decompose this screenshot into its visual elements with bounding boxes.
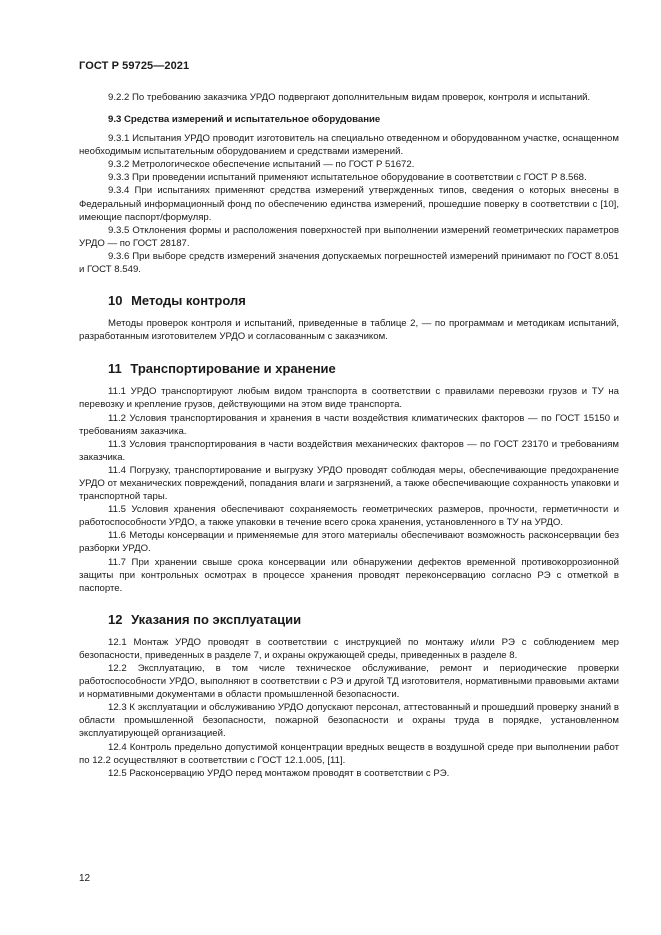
paragraph-9-3-2: 9.3.2 Метрологическое обеспечение испытаний — по ГОСТ Р 51672. <box>108 159 415 171</box>
section-title-11 <box>79 361 619 377</box>
section-number: 12 <box>108 611 123 627</box>
paragraph-9-3-4: 9.3.4 При испытаниях применяют средства измерений утвержденных типов, сведения о которых внесены в Федеральный информационный фонд по обеспечению единства измерений, прошедшие поверку в соответствии с [10], имеющие паспорт/формуляр. <box>79 185 619 223</box>
paragraph-9-3-3: 9.3.3 При проведении испытаний применяют испытательное оборудование в соответствии с ГОСТ Р 8.568. <box>108 172 587 184</box>
paragraph-12-1: 12.1 Монтаж УРДО проводят в соответствии с инструкцией по монтажу и/или РЭ с соблюдением мер безопасности, приведенных в разделе 7, и охраны окружающей среды, приведенных в разделе 8. <box>79 636 619 661</box>
section-heading-text: Указания по эксплуатации <box>131 611 302 627</box>
subsection-title-9-3: 9.3 Средства измерений и испытательное оборудование <box>108 114 381 126</box>
paragraph-10: Методы проверок контроля и испытаний, приведенные в таблице 2, — по программам и методикам испытаний, разработанным изготовителем УРДО и согласованным с заказчиком. <box>79 318 619 343</box>
section-title-12 <box>79 612 619 628</box>
paragraph-11-4: 11.4 Погрузку, транспортирование и выгрузку УРДО проводят соблюдая меры, обеспечивающие предохранение УРДО от механических повреждений, попадания влаги и загрязнений, а также обеспечивающие сохранность упаковки и транспортной тары. <box>79 464 619 503</box>
section-title-10 <box>79 293 619 309</box>
paragraph-12-4: 12.4 Контроль предельно допустимой концентрации вредных веществ в воздушной среде при выполнении работ по 12.2 осуществляют в соответствии с ГОСТ 12.1.005, [11]. <box>79 741 619 766</box>
document-body <box>79 91 619 780</box>
paragraph-9-3-5: 9.3.5 Отклонения формы и расположения поверхностей при выполнении измерений геометрических параметров УРДО — по ГОСТ 28187. <box>79 224 619 249</box>
page-number: 12 <box>79 873 91 884</box>
paragraph-9-3-1: 9.3.1 Испытания УРДО проводит изготовитель на специально отведенном и оборудованном участке, оснащенном необходимым испытательным оборудованием и средствами измерений. <box>79 133 619 158</box>
section-heading-text: Транспортирование и хранение <box>130 361 336 377</box>
paragraph-9-3-6: 9.3.6 При выборе средств измерений значения допускаемых погрешностей измерений принимают по ГОСТ 8.051 и ГОСТ 8.549. <box>79 250 619 276</box>
section-number: 11 <box>108 361 122 377</box>
section-number: 10 <box>108 293 123 309</box>
paragraph-11-7: 11.7 При хранении свыше срока консервации или обнаружении дефектов временной противокоррозионной защиты при контрольных осмотрах в процессе хранения проводят переконсервацию согласно РЭ с отметкой в паспорте. <box>79 556 619 594</box>
section-heading-text: Методы контроля <box>131 293 246 309</box>
paragraph-12-3: 12.3 К эксплуатации и обслуживанию УРДО допускают персонал, аттестованный и прошедший проверку знаний в области промышленной безопасности, пожарной безопасности и охраны труда в порядке, установленном эксплуатирующей организацией. <box>79 702 619 740</box>
paragraph-12-2: 12.2 Эксплуатацию, в том числе техническое обслуживание, ремонт и периодические проверки работоспособности УРДО, выполняют в соответствии с РЭ и другой ТД изготовителя, нормативными правовыми актами и нормативными документами в области промышленной безопасности. <box>79 663 619 701</box>
paragraph-11-5: 11.5 Условия хранения обеспечивают сохраняемость геометрических размеров, прочности, герметичности и работоспособности УРДО, а также упаковки в течение всего срока хранения, установленного в ТУ на УРДО. <box>79 504 619 529</box>
paragraph-11-3: 11.3 Условия транспортирования в части воздействия механических факторов — по ГОСТ 23170 и требованиям заказчика. <box>79 438 619 463</box>
paragraph-9-2-2: 9.2.2 По требованию заказчика УРДО подвергают дополнительным видам проверок, контроля и испытаний. <box>108 92 591 103</box>
paragraph-11-1: 11.1 УРДО транспортируют любым видом транспорта в соответствии с правилами перевозки грузов и ТУ на перевозку и крепление грузов, действующими на этом виде транспорта. <box>79 386 619 411</box>
paragraph-11-6: 11.6 Методы консервации и применяемые для этого материалы обеспечивают возможность расконсервации без разборки УРДО. <box>79 530 619 555</box>
paragraph-11-2: 11.2 Условия транспортирования и хранения в части воздействия климатических факторов — по ГОСТ 15150 и требованиям заказчика. <box>79 412 619 437</box>
paragraph-12-5: 12.5 Расконсервацию УРДО перед монтажом проводят в соответствии с РЭ. <box>108 767 450 779</box>
document-designation: ГОСТ Р 59725—2021 <box>79 60 190 72</box>
